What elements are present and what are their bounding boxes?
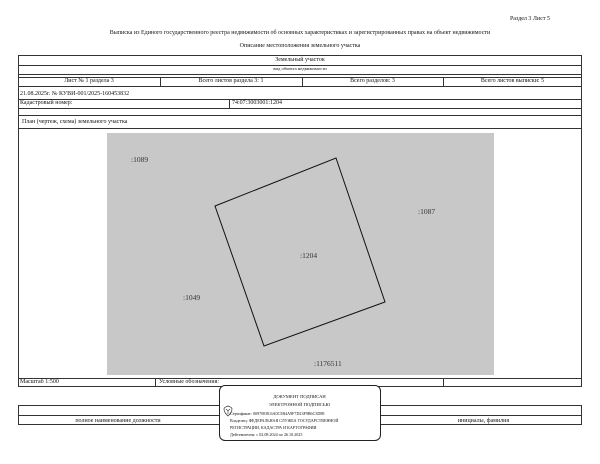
- divider: [18, 378, 582, 379]
- plan-drawing: [107, 133, 494, 375]
- total-sheets: Всего листов выписки: 5: [480, 78, 545, 84]
- signature-valid: Действителен: с 02.08.2024 по 26.10.2025: [230, 432, 303, 437]
- section-sheet-label: Раздел 3 Лист 5: [509, 16, 550, 22]
- divider: [155, 378, 156, 387]
- cadastral-number-value: 74:07:3003001:1204: [232, 100, 283, 106]
- legend-label: Условные обозначения:: [159, 379, 220, 385]
- parcel-label-1204: :1204: [300, 251, 318, 260]
- name-label: инициалы, фамилия: [457, 418, 510, 424]
- neighbor-label-1049: :1049: [183, 293, 201, 302]
- neighbor-label-1087: :1087: [418, 207, 436, 216]
- signature-owner-1: Владелец: ФЕДЕРАЛЬНАЯ СЛУЖБА ГОСУДАРСТВЕННОЙ: [230, 418, 339, 423]
- cadastral-number-label: Кадастровый номер:: [20, 100, 73, 106]
- object-kind-label: вид объекта недвижимости: [273, 66, 327, 71]
- divider: [18, 128, 582, 129]
- neighbor-label-1089: :1089: [131, 155, 149, 164]
- document-subtitle: Описание местоположения земельного участка: [239, 43, 361, 49]
- divider: [443, 378, 444, 387]
- position-label: полное наименование должности: [75, 418, 161, 424]
- divider: [229, 99, 230, 108]
- total-sections: Всего разделов: 3: [350, 78, 395, 84]
- divider: [18, 115, 582, 116]
- scale-label: Масштаб 1:500: [20, 379, 59, 385]
- divider: [18, 74, 582, 75]
- signature-title: ДОКУМЕНТ ПОДПИСАН: [273, 394, 326, 399]
- neighbor-label-1176511: :1176511: [314, 359, 342, 368]
- signature-subtitle: ЭЛЕКТРОННОЙ ПОДПИСЬЮ: [268, 402, 331, 407]
- extract-date-number: 21.08.2025г. № КУВИ-001/2025-160453832: [20, 91, 130, 97]
- signature-owner-2: РЕГИСТРАЦИИ, КАДАСТРА И КАРТОГРАФИИ: [230, 425, 317, 430]
- plan-title: План (чертеж, схема) земельного участка: [22, 119, 128, 125]
- sheet-number: Лист № 1 раздела 3: [64, 78, 114, 84]
- divider: [18, 108, 582, 109]
- object-type: Земельный участок: [275, 57, 325, 63]
- total-section-sheets: Всего листов раздела 3: 1: [198, 78, 264, 84]
- electronic-signature-stamp: [219, 385, 381, 441]
- divider: [18, 99, 582, 100]
- document-title: Выписка из Единого государственного реестра недвижимости об основных характеристиках и зарегистрированных правах на объект недвижимости: [109, 30, 491, 36]
- signature-certificate: Сертификат: 00970E8C6A0C5B4A9F7D23F9B6C3D88: [230, 411, 325, 416]
